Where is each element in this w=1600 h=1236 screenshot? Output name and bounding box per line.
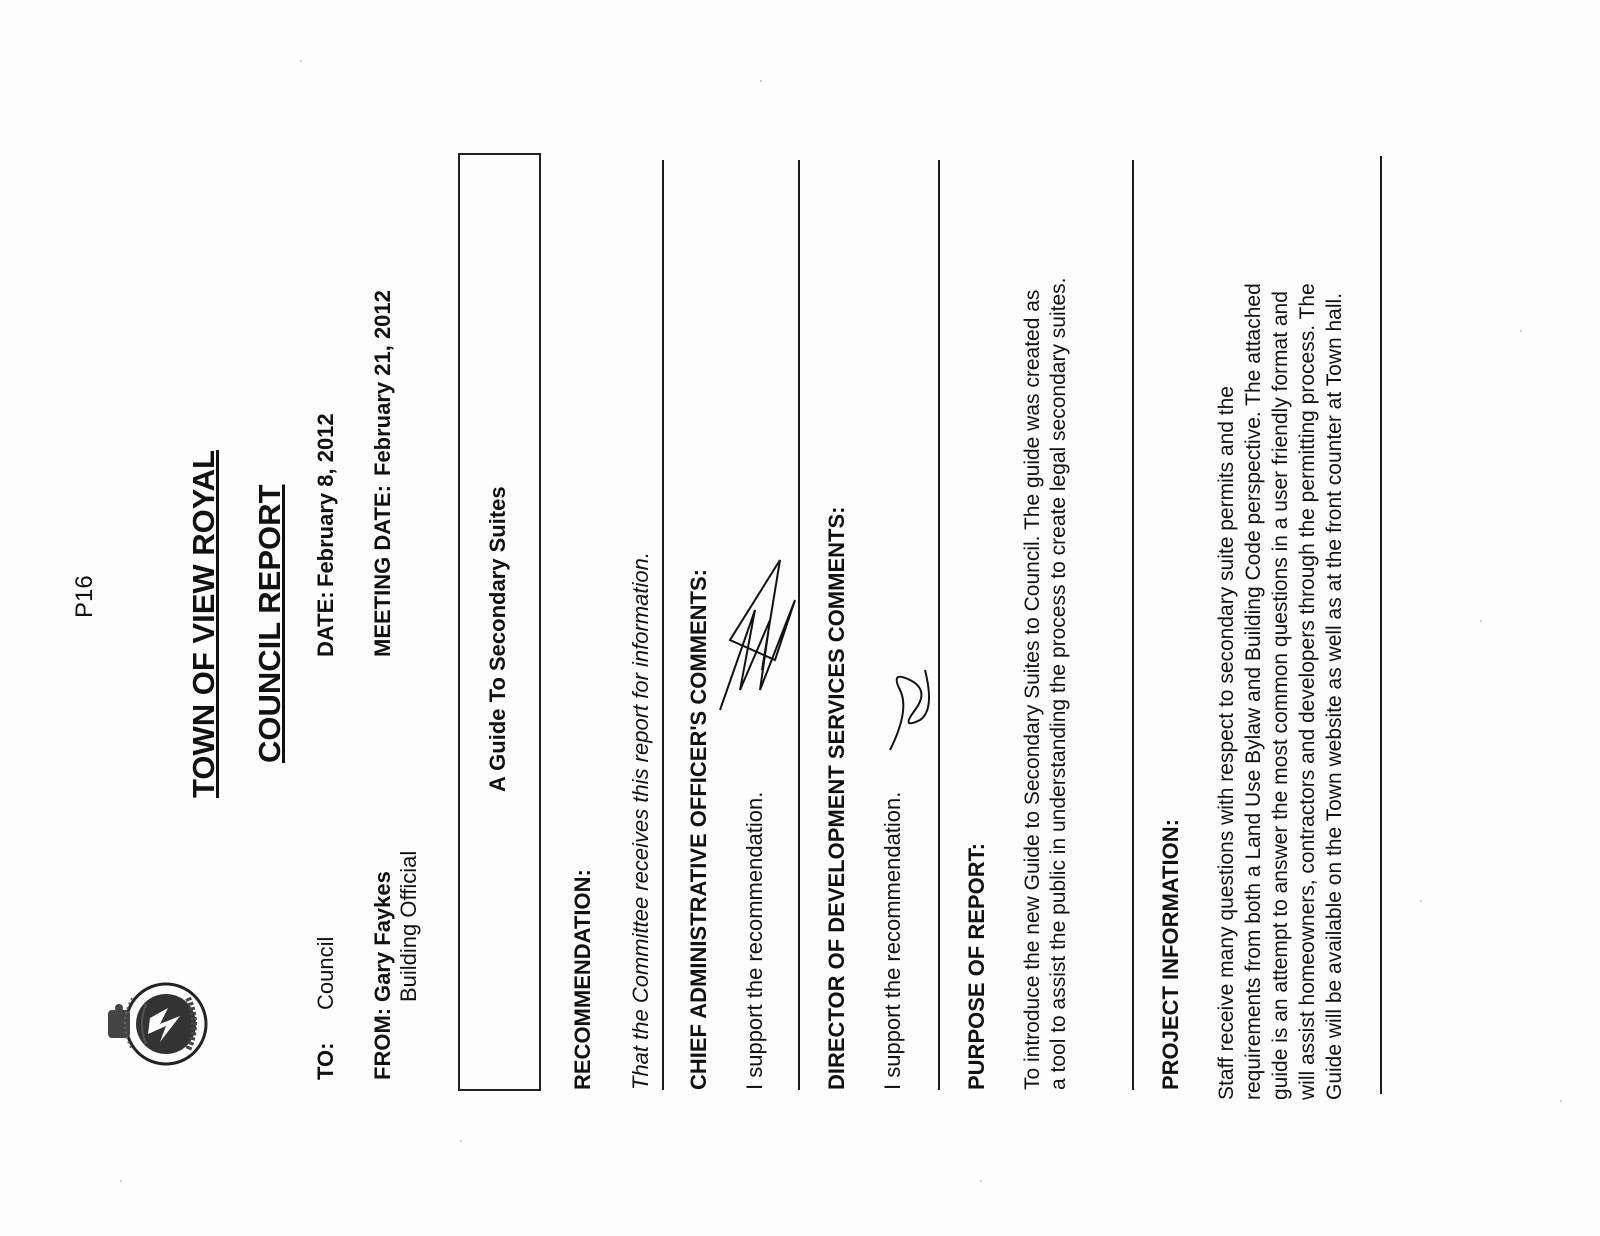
from-name: Gary Faykes bbox=[370, 871, 395, 1002]
divider-2 bbox=[798, 160, 800, 1090]
director-comments-heading: DIRECTOR OF DEVELOPMENT SERVICES COMMENTS: bbox=[824, 506, 849, 1090]
town-seal-logo bbox=[88, 958, 220, 1090]
divider-1 bbox=[662, 160, 664, 1090]
project-line-4: will assist homeowners, contractors and developers through the permitting process. The bbox=[1296, 283, 1319, 1100]
report-type-title: COUNCIL REPORT bbox=[252, 484, 287, 763]
project-line-1: Staff receive many questions with respect to secondary suite permits and the bbox=[1215, 386, 1238, 1100]
divider-4 bbox=[1132, 160, 1134, 1090]
project-heading: PROJECT INFORMATION: bbox=[1158, 819, 1183, 1090]
scan-speckle bbox=[760, 80, 762, 82]
cao-comments-heading: CHIEF ADMINISTRATIVE OFFICER'S COMMENTS: bbox=[686, 569, 711, 1090]
subject-title: A Guide To Secondary Suites bbox=[485, 486, 510, 792]
cao-signature bbox=[700, 540, 810, 720]
page-number: P16 bbox=[71, 575, 98, 618]
director-signature bbox=[880, 650, 940, 760]
project-line-2: requirements from both a Land Use Bylaw and Building Code perspective. The attached bbox=[1242, 283, 1265, 1100]
purpose-heading: PURPOSE OF REPORT: bbox=[964, 843, 989, 1090]
scan-speckle bbox=[1560, 1100, 1562, 1102]
date-value: February 8, 2012 bbox=[313, 413, 338, 587]
meeting-date-label: MEETING DATE: bbox=[370, 485, 395, 657]
project-line-5: Guide will be available on the Town website as well as at the front counter at Town hall. bbox=[1323, 292, 1346, 1100]
to-label: TO: bbox=[313, 1042, 338, 1080]
director-comments-text: I support the recommendation. bbox=[880, 791, 905, 1090]
divider-5 bbox=[1380, 156, 1382, 1094]
from-title: Building Official bbox=[396, 850, 421, 1002]
cao-comments-text: I support the recommendation. bbox=[742, 791, 767, 1090]
to-value: Council bbox=[313, 936, 338, 1010]
date-label: DATE: bbox=[313, 591, 338, 657]
scan-speckle bbox=[1520, 330, 1522, 332]
purpose-line-1: To introduce the new Guide to Secondary Suites to Council. The guide was created as bbox=[1021, 289, 1044, 1090]
scan-speckle bbox=[460, 1140, 462, 1142]
scan-speckle bbox=[1480, 620, 1482, 622]
from-label: FROM: bbox=[370, 1007, 395, 1080]
scan-speckle bbox=[1420, 900, 1422, 902]
recommendation-text: That the Committee receives this report for information. bbox=[628, 552, 653, 1090]
recommendation-heading: RECOMMENDATION: bbox=[570, 869, 595, 1090]
divider-3 bbox=[938, 160, 940, 1090]
project-line-3: guide is an attempt to answer the most common questions in a user friendly format and bbox=[1269, 291, 1292, 1100]
meeting-date-value: February 21, 2012 bbox=[370, 290, 395, 476]
scan-speckle bbox=[300, 60, 302, 62]
scan-speckle bbox=[980, 1180, 982, 1182]
town-title: TOWN OF VIEW ROYAL bbox=[186, 450, 221, 798]
scan-speckle bbox=[120, 1180, 122, 1182]
purpose-line-2: a tool to assist the public in understanding the process to create legal secondary suites. bbox=[1047, 277, 1070, 1090]
